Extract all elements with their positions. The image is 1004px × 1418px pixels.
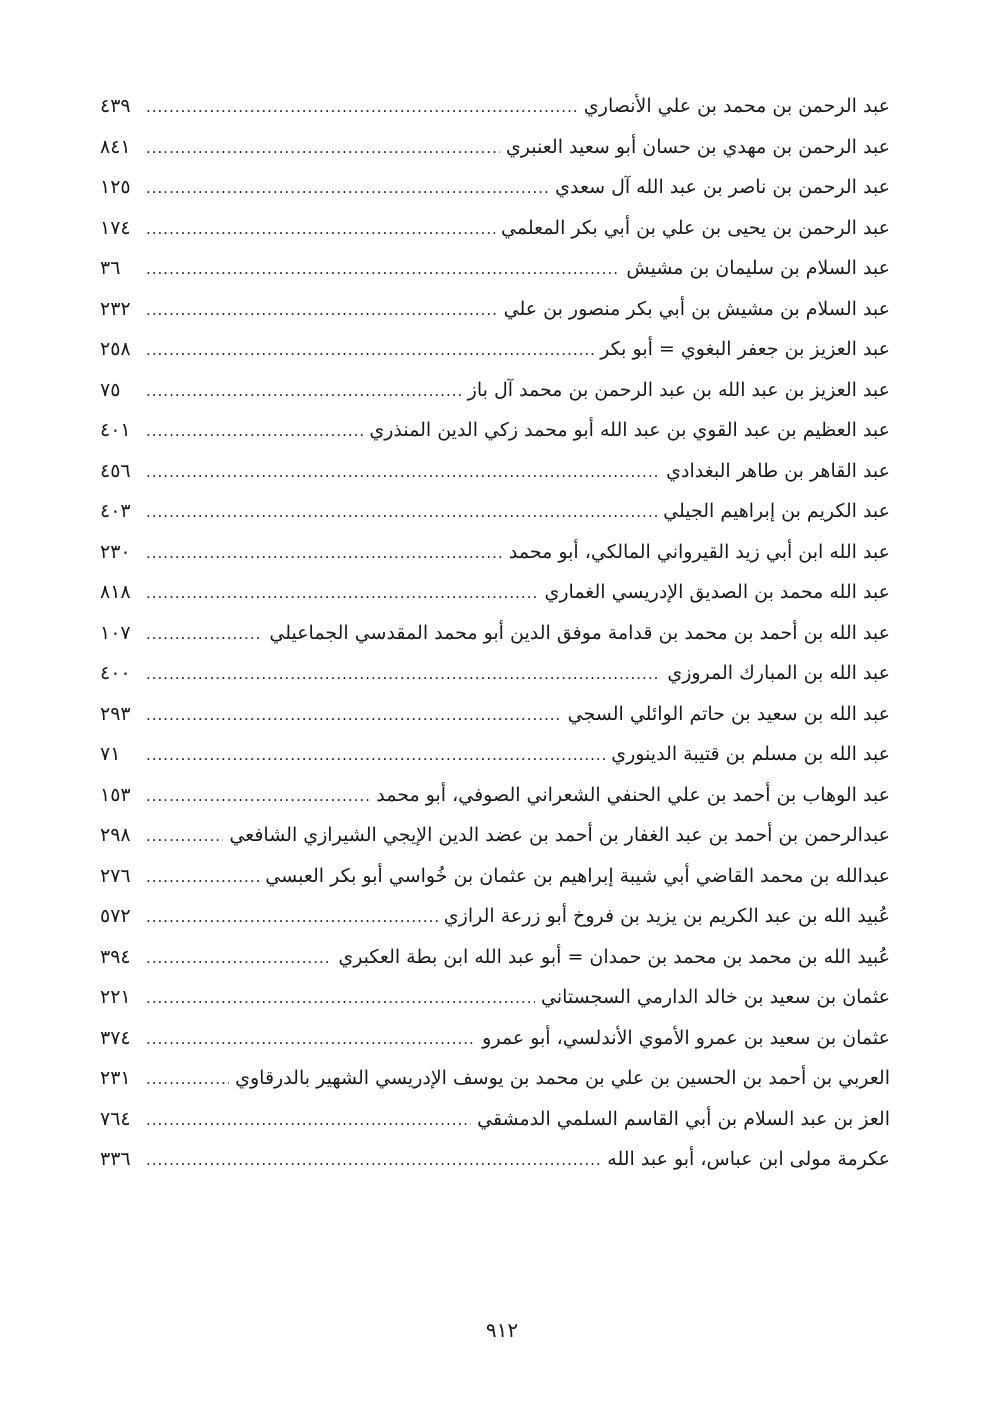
dot-leader xyxy=(146,1100,471,1140)
index-entry xyxy=(100,734,890,775)
entry-page-number: ٣٧٤ xyxy=(100,1026,131,1049)
index-entry xyxy=(100,572,890,613)
entry-name: عبد الله ابن أبي زيد القيرواني المالكي، أبو محمد xyxy=(508,540,890,563)
index-entry xyxy=(100,1099,890,1140)
index-entry xyxy=(100,856,890,897)
entry-name: عكرمة مولى ابن عباس، أبو عبد الله xyxy=(607,1148,890,1170)
entry-name: عبد الرحمن بن يحيى بن علي بن أبي بكر المعلمي xyxy=(501,216,890,239)
index-entry xyxy=(100,86,890,127)
dot-leader xyxy=(146,411,363,451)
dot-leader xyxy=(146,330,594,370)
index-entry xyxy=(100,1018,890,1059)
dot-leader xyxy=(146,735,605,775)
entry-page-number: ٣٩٤ xyxy=(100,945,131,968)
entry-page-number: ٢٩٣ xyxy=(100,702,131,725)
entry-page-number: ٢٧٦ xyxy=(100,864,131,887)
index-entry xyxy=(100,896,890,937)
entry-page-number: ٣٦ xyxy=(100,257,121,279)
index-entry xyxy=(100,208,890,249)
entry-page-number: ٧٦٤ xyxy=(100,1107,131,1130)
dot-leader xyxy=(146,897,438,937)
dot-leader xyxy=(146,1059,229,1099)
dot-leader xyxy=(146,978,535,1018)
entry-page-number: ١٢٥ xyxy=(100,176,131,198)
entry-name: عبدالرحمن بن أحمد بن عبد الغفار بن أحمد بن عضد الدين الإيجي الشيرازي الشافعي xyxy=(229,824,890,846)
entry-name: عبد الله بن مسلم بن قتيبة الدينوري xyxy=(611,743,890,765)
dot-leader xyxy=(146,452,660,492)
index-entry xyxy=(100,775,890,816)
dot-leader xyxy=(146,128,500,168)
dot-leader xyxy=(146,209,495,249)
entry-name: عبد الوهاب بن أحمد بن علي الحنفي الشعراني الصوفي، أبو محمد xyxy=(376,783,890,806)
entry-name: العربي بن أحمد بن الحسين بن علي بن محمد بن يوسف الإدريسي الشهير بالدرقاوي xyxy=(235,1067,890,1089)
index-entry xyxy=(100,977,890,1018)
entry-page-number: ٧٥ xyxy=(100,378,121,401)
dot-leader xyxy=(146,371,462,411)
index-entry xyxy=(100,451,890,492)
index-entry xyxy=(100,167,890,208)
index-entry xyxy=(100,937,890,978)
index-entry xyxy=(100,491,890,532)
dot-leader xyxy=(146,695,562,735)
index-entry xyxy=(100,370,890,411)
dot-leader xyxy=(146,1019,476,1059)
entry-page-number: ٨١٨ xyxy=(100,581,131,603)
entry-name: عثمان بن سعيد بن عمرو الأموي الأندلسي، أبو عمرو xyxy=(482,1026,890,1049)
dot-leader xyxy=(146,249,620,289)
entry-name: عبد العزيز بن عبد الله بن عبد الرحمن بن محمد آل باز xyxy=(467,378,890,401)
index-entry xyxy=(100,653,890,694)
entry-name: عبد القاهر بن طاهر البغدادي xyxy=(666,459,890,482)
dot-leader xyxy=(146,654,661,694)
entry-name: عبدالله بن محمد القاضي أبي شيبة إبراهيم بن عثمان بن خُواسي أبو بكر العبسي xyxy=(265,864,890,887)
index-entry xyxy=(100,1139,890,1180)
entry-page-number: ٤٠١ xyxy=(100,419,131,441)
dot-leader xyxy=(146,857,259,897)
entry-name: عبد الله محمد بن الصديق الإدريسي الغماري xyxy=(544,581,890,603)
index-entry xyxy=(100,127,890,168)
entry-name: عبد الله بن سعيد بن حاتم الوائلي السجي xyxy=(567,702,890,725)
entry-page-number: ١٧٤ xyxy=(100,216,131,239)
dot-leader xyxy=(146,533,503,573)
entry-name: عبد الكريم بن إبراهيم الجيلي xyxy=(663,500,890,522)
dot-leader xyxy=(146,816,223,856)
dot-leader xyxy=(146,168,549,208)
dot-leader xyxy=(146,614,263,654)
entry-name: عُبيد الله بن محمد بن محمد بن حمدان = أبو عبد الله ابن بطة العكبري xyxy=(338,945,890,968)
entry-name: عبد السلام بن مشيش بن أبي بكر منصور بن علي xyxy=(503,297,890,320)
entry-page-number: ٧١ xyxy=(100,743,121,765)
entry-name: عبد الرحمن بن مهدي بن حسان أبو سعيد العنبري xyxy=(505,135,890,158)
entry-page-number: ٢٣٢ xyxy=(100,297,131,320)
entry-page-number: ٢٣١ xyxy=(100,1067,131,1089)
dot-leader xyxy=(146,290,498,330)
entry-page-number: ٣٣٦ xyxy=(100,1148,131,1170)
index-entry xyxy=(100,1058,890,1099)
entry-name: العز بن عبد السلام بن أبي القاسم السلمي الدمشقي xyxy=(477,1107,890,1130)
entry-page-number: ٢٢١ xyxy=(100,986,131,1008)
entry-page-number: ٢٣٠ xyxy=(100,540,131,563)
entry-page-number: ١٠٧ xyxy=(100,621,131,644)
entry-name: عبد السلام بن سليمان بن مشيش xyxy=(626,257,890,279)
dot-leader xyxy=(146,938,332,978)
index-entry xyxy=(100,329,890,370)
index-entry xyxy=(100,248,890,289)
entry-page-number: ٤٠٠ xyxy=(100,662,131,684)
entry-name: عبد العزيز بن جعفر البغوي = أبو بكر xyxy=(600,338,890,360)
entry-page-number: ٤٣٩ xyxy=(100,95,131,117)
dot-leader xyxy=(146,573,538,613)
entry-page-number: ٢٩٨ xyxy=(100,824,131,846)
index-entry xyxy=(100,289,890,330)
entry-name: عبد الله بن أحمد بن محمد بن قدامة موفق الدين أبو محمد المقدسي الجماعيلي xyxy=(269,621,890,644)
entry-page-number: ٤٠٣ xyxy=(100,500,131,522)
dot-leader xyxy=(146,776,370,816)
page-number: ٩١٢ xyxy=(485,1318,519,1342)
dot-leader xyxy=(146,1140,601,1180)
entry-name: عبد الله بن المبارك المروزي xyxy=(667,662,890,684)
entry-name: عبد العظيم بن عبد القوي بن عبد الله أبو محمد زكي الدين المنذري xyxy=(369,419,890,441)
entry-name: عثمان بن سعيد بن خالد الدارمي السجستاني xyxy=(540,986,890,1008)
index-entry xyxy=(100,694,890,735)
entry-page-number: ٤٥٦ xyxy=(100,459,131,482)
index-entry xyxy=(100,532,890,573)
index-list xyxy=(100,86,890,1180)
entry-name: عبد الرحمن بن ناصر بن عبد الله آل سعدي xyxy=(555,176,890,198)
entry-name: عبد الرحمن بن محمد بن علي الأنصاري xyxy=(583,95,890,117)
dot-leader xyxy=(146,87,578,127)
dot-leader xyxy=(146,492,657,532)
entry-page-number: ٥٧٢ xyxy=(100,905,131,927)
entry-page-number: ٨٤١ xyxy=(100,135,131,158)
entry-page-number: ٢٥٨ xyxy=(100,338,131,360)
index-entry xyxy=(100,410,890,451)
entry-page-number: ١٥٣ xyxy=(100,783,131,806)
entry-name: عُبيد الله بن عبد الكريم بن يزيد بن فروخ أبو زرعة الرازي xyxy=(443,905,890,927)
index-entry xyxy=(100,613,890,654)
index-entry xyxy=(100,815,890,856)
